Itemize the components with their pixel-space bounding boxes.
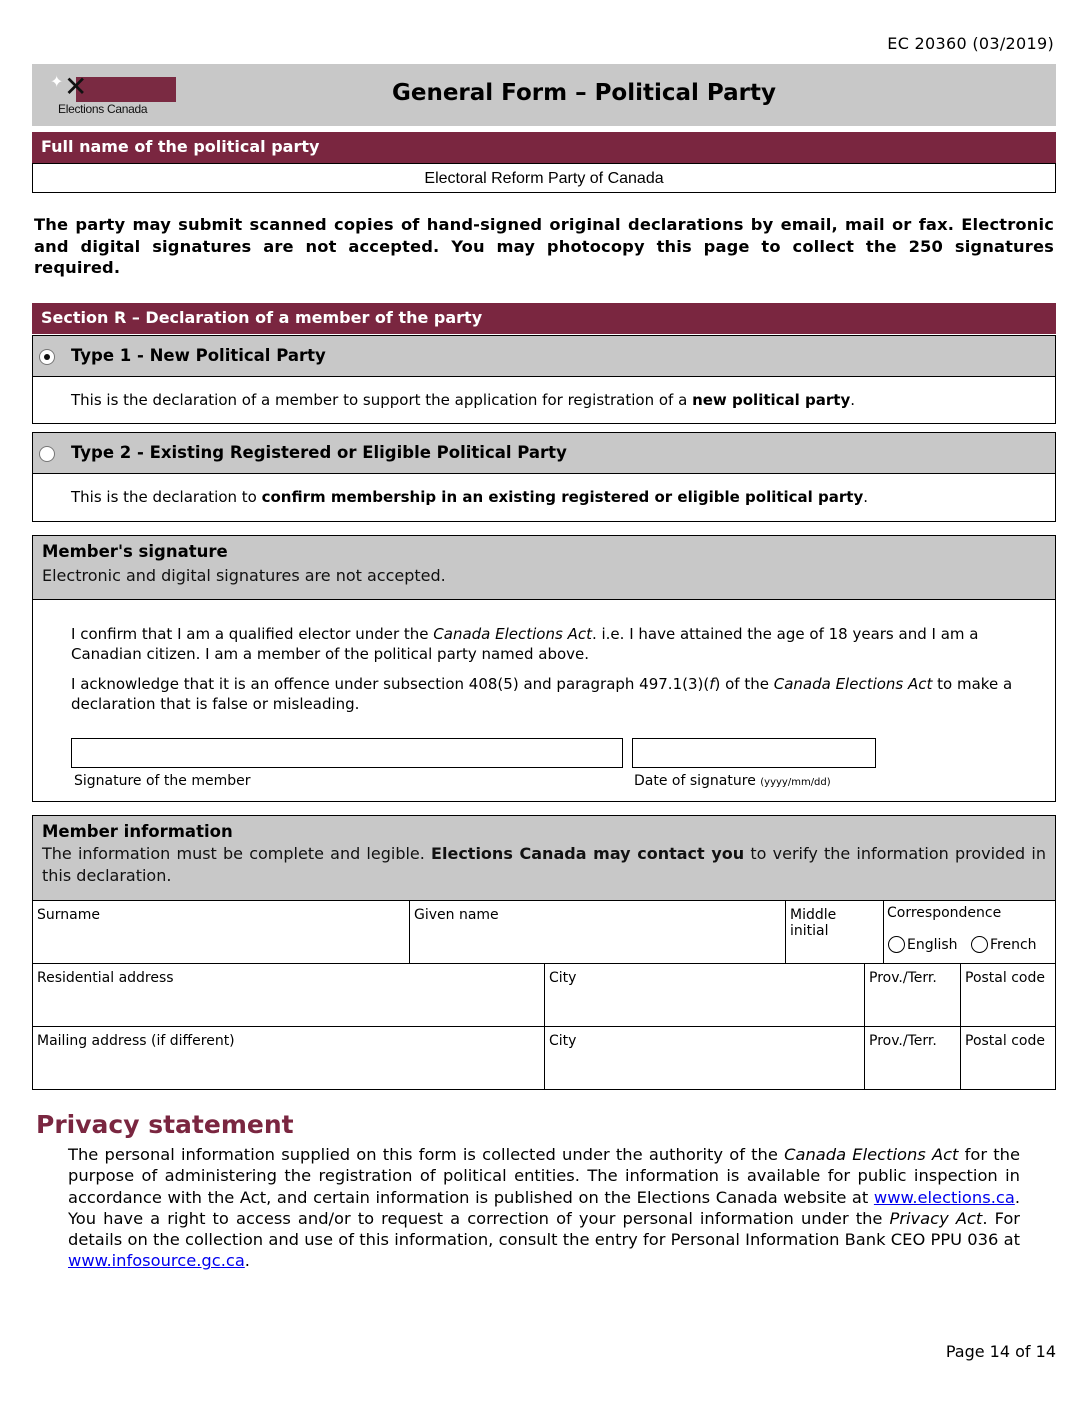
type1-label: Type 1 - New Political Party xyxy=(71,346,326,365)
middle-initial-field[interactable]: Middle initial xyxy=(786,901,884,964)
logo-x-mark: ✕ xyxy=(64,70,88,103)
signature-field[interactable] xyxy=(71,738,623,768)
member-signature-section xyxy=(32,535,1056,802)
mailing-postal-code-field[interactable]: Postal code xyxy=(965,1033,1045,1049)
mailing-address-field[interactable]: Mailing address (if different) xyxy=(33,1027,545,1089)
type2-label: Type 2 - Existing Registered or Eligible Political Party xyxy=(71,443,567,462)
date-of-signature-field[interactable] xyxy=(632,738,876,768)
form-code: EC 20360 (03/2019) xyxy=(887,34,1054,53)
member-info-title: Member information xyxy=(42,822,233,841)
privacy-title: Privacy statement xyxy=(36,1110,294,1139)
type1-description: This is the declaration of a member to support the application for registration of a new political party. xyxy=(71,391,856,409)
logo-brand-text: Elections Canada xyxy=(58,102,148,116)
signature-subtitle: Electronic and digital signatures are not accepted. xyxy=(42,566,446,585)
type2-description: This is the declaration to confirm membership in an existing registered or eligible political party. xyxy=(71,488,869,506)
elections-ca-link[interactable]: www.elections.ca xyxy=(873,1187,1015,1207)
type2-radio[interactable] xyxy=(39,446,55,462)
correspondence-field: Correspondence English French xyxy=(884,901,1055,964)
signature-caption: Signature of the member xyxy=(74,773,251,789)
residential-address-field[interactable]: Residential address xyxy=(33,964,545,1027)
offence-acknowledgement: I acknowledge that it is an offence under subsection 408(5) and paragraph 497.1(3)(f) of the Canada Elections Act to make a declaration that is false or misleading. xyxy=(71,675,1013,713)
type1-radio[interactable] xyxy=(39,349,55,365)
french-radio[interactable]: French xyxy=(971,936,1037,953)
party-name-label: Full name of the political party xyxy=(32,132,1056,163)
privacy-statement-text: The personal information supplied on this form is collected under the authority of the Canada Elections Act for the purpose of administering the registration of political entities. The information is available for public inspection in accordance with the Act, and certain information is published on the Elections Canada website at www.elections.ca. You have a right to access and/or to request a correction of your personal information under the Privacy Act. For details on the collection and use of this information, consult the entry for Personal Information Bank CEO PPU 036 at www.infosource.gc.ca. xyxy=(68,1145,1021,1271)
member-information-section xyxy=(32,815,1056,1090)
page-number: Page 14 of 14 xyxy=(945,1342,1056,1361)
type2-box xyxy=(32,432,1056,522)
english-radio[interactable]: English xyxy=(888,936,958,953)
residential-prov-field[interactable]: Prov./Terr. xyxy=(865,964,961,1027)
mailing-prov-field[interactable]: Prov./Terr. xyxy=(865,1027,961,1089)
signature-title: Member's signature xyxy=(42,542,228,561)
type1-box xyxy=(32,335,1056,424)
date-caption: Date of signature (yyyy/mm/dd) xyxy=(634,773,831,789)
residential-postal-code-field[interactable]: Postal code xyxy=(961,964,1055,1027)
qualified-elector-declaration: I confirm that I am a qualified elector under the Canada Elections Act. i.e. I have attained the age of 18 years and I am a Canadian citizen. I am a member of the political party named above. xyxy=(71,625,979,663)
maple-leaf-icon: ✦ xyxy=(50,72,64,91)
party-name-field[interactable]: Electoral Reform Party of Canada xyxy=(32,163,1056,193)
form-title: General Form – Political Party xyxy=(391,80,777,106)
section-r-title: Section R – Declaration of a member of the party xyxy=(32,303,1056,334)
member-info-subtitle: The information must be complete and legible. Elections Canada may contact you to verify the information provided in this declaration. xyxy=(42,844,1046,885)
given-name-field[interactable]: Given name xyxy=(410,901,786,964)
infosource-link[interactable]: www.infosource.gc.ca xyxy=(68,1251,245,1271)
form-header xyxy=(32,64,1056,126)
residential-city-field[interactable]: City xyxy=(545,964,865,1027)
mailing-city-field[interactable]: City xyxy=(545,1027,865,1089)
submission-notice: The party may submit scanned copies of hand-signed original declarations by email, mail or fax. Electronic and digital signatures are not accepted. You may photocopy this page to collect the 250 signatures required. xyxy=(34,215,1054,277)
surname-field[interactable]: Surname xyxy=(33,901,410,964)
